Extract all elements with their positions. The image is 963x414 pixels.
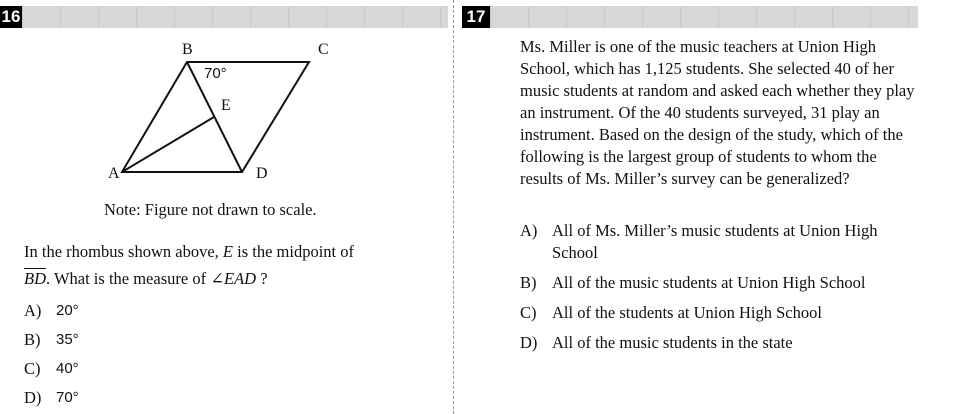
choice-b[interactable] [24, 325, 79, 354]
choice-c[interactable] [520, 302, 960, 324]
stem-angle-ead: ∠EAD [210, 269, 257, 288]
question-17-number: 17 [462, 6, 490, 28]
choice-b[interactable] [520, 272, 960, 294]
choice-d[interactable] [24, 383, 79, 412]
stem-segment-bd: $\overline{BD}$ [24, 269, 46, 288]
question-16-choices [24, 296, 79, 412]
choice-letter: A) [24, 301, 42, 320]
choice-d[interactable] [520, 332, 960, 354]
rhombus-figure [100, 36, 329, 191]
column-divider [453, 0, 454, 414]
point-label-e: E [221, 97, 231, 114]
choice-text: All of the students at Union High School [552, 303, 822, 322]
choice-letter: B) [520, 273, 537, 292]
choice-letter: D) [520, 333, 538, 352]
question-16-number: 16 [1, 7, 21, 26]
question-17-header-bar [490, 6, 918, 28]
question-16 [0, 0, 452, 414]
choice-letter: C) [24, 359, 41, 378]
choice-text: All of the music students at Union High School [552, 273, 866, 292]
rhombus-diagram [100, 36, 329, 186]
question-17 [458, 0, 963, 414]
choice-value: 70° [56, 389, 79, 406]
choice-letter: D) [24, 388, 42, 407]
question-17-passage: Ms. Miller is one of the music teachers at Union High School, which has 1,125 students. She selected 40 of her music students at random and asked each whether they play an instrument. Of the 40 students surveyed, 31 play an instrument. Based on the design of the study, which of the following is the largest group of students to whom the results of Ms. Miller’s survey can be generalized? [520, 37, 915, 188]
choice-value: 40° [56, 360, 79, 377]
choice-text: All of the music students in the state [552, 333, 793, 352]
choice-letter: C) [520, 303, 537, 322]
stem-text-2: is the midpoint of [232, 242, 354, 261]
question-16-stem [24, 238, 444, 292]
stem-text-3: . What is the measure of [46, 269, 211, 288]
angle-label-b: 70° [204, 65, 227, 82]
choice-letter: B) [24, 330, 41, 349]
vertex-label-b: B [182, 41, 193, 58]
figure-note: Note: Figure not drawn to scale. [104, 200, 317, 219]
segment-ae [122, 117, 214, 172]
vertex-label-a: A [108, 165, 120, 182]
vertex-label-d: D [256, 165, 268, 182]
choice-a[interactable] [520, 220, 960, 264]
choice-letter: A) [520, 221, 538, 240]
vertex-label-c: C [318, 41, 329, 58]
choice-c[interactable] [24, 354, 79, 383]
question-16-header-bar [22, 6, 448, 28]
choice-value: 35° [56, 331, 79, 348]
choice-value: 20° [56, 302, 79, 319]
stem-text-1: In the rhombus shown above, [24, 242, 223, 261]
stem-var-e: E [222, 242, 233, 261]
stem-text-4: ? [256, 269, 268, 288]
question-17-choices [520, 220, 960, 362]
choice-text: All of Ms. Miller’s music students at Union High School [552, 221, 878, 262]
choice-a[interactable] [24, 296, 79, 325]
